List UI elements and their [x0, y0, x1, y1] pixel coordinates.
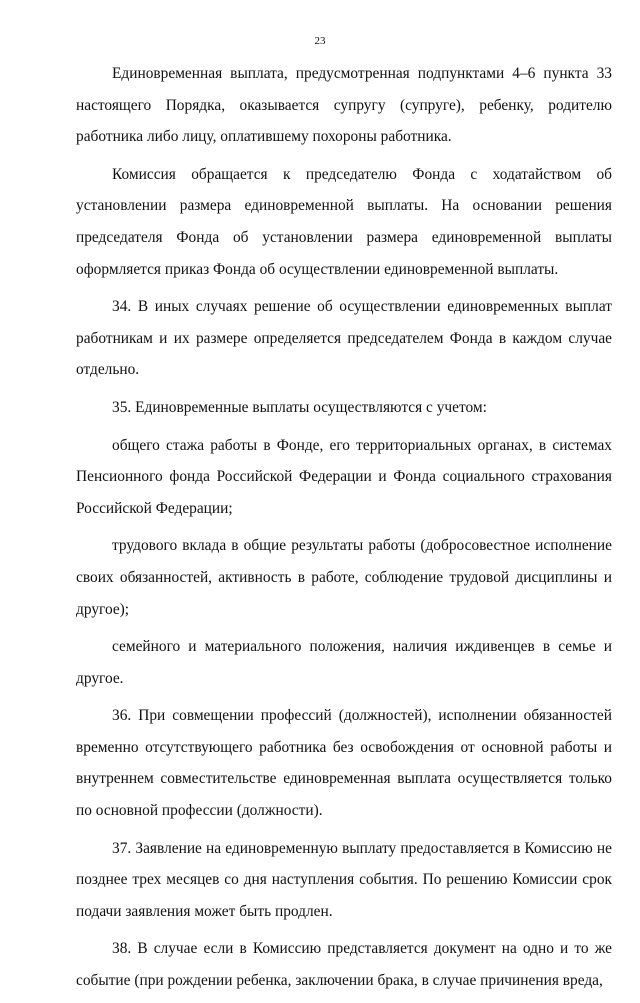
page-number: 23 — [314, 35, 326, 47]
paragraph-criterion-family: семейного и материального положения, наличия иждивенцев в семье и другое. — [76, 638, 612, 687]
paragraph-commission-petition: Комиссия обращается к председателю Фонда с ходатайством об установлении размера единовременной выплаты. На основании решения председателя Фонда об установлении размера единовременной выплаты оформляется приказ Фонда об осуществлении единовременной выплаты. — [76, 165, 612, 278]
paragraph-item-38: 38. В случае если в Комиссию представляется документ на одно и то же событие (при рождении ребенка, заключении брака, в случае причинения вреда, — [76, 940, 612, 990]
paragraph-criterion-experience: общего стажа работы в Фонде, его территориальных органах, в системах Пенсионного фонда Российской Федерации и Фонда социального страхования Российской Федерации; — [76, 436, 612, 517]
paragraph-item-34: 34. В иных случаях решение об осуществлении единовременных выплат работникам и их размере определяется председателем Фонда в каждом случае отдельно. — [76, 298, 612, 379]
paragraph-payment-recipients: Единовременная выплата, предусмотренная подпунктами 4–6 пункта 33 настоящего Порядка, оказывается супругу (супруге), ребенку, родителю работника либо лицу, оплатившему похороны работника. — [76, 65, 612, 146]
document-body — [76, 58, 612, 1003]
paragraph-item-36: 36. При совмещении профессий (должностей), исполнении обязанностей временно отсутствующего работника без освобождения от основной работы и внутреннем совместительстве единовременная выплата осуществляется только по основной профессии (должности). — [76, 707, 612, 820]
paragraph-item-35: 35. Единовременные выплаты осуществляются с учетом: — [112, 398, 487, 416]
paragraph-item-37: 37. Заявление на единовременную выплату предоставляется в Комиссию не позднее трех месяцев со дня наступления события. По решению Комиссии срок подачи заявления может быть продлен. — [76, 839, 612, 920]
paragraph-criterion-contribution: трудового вклада в общие результаты работы (добросовестное исполнение своих обязанностей, активность в работе, соблюдение трудовой дисциплины и другое); — [76, 537, 612, 618]
